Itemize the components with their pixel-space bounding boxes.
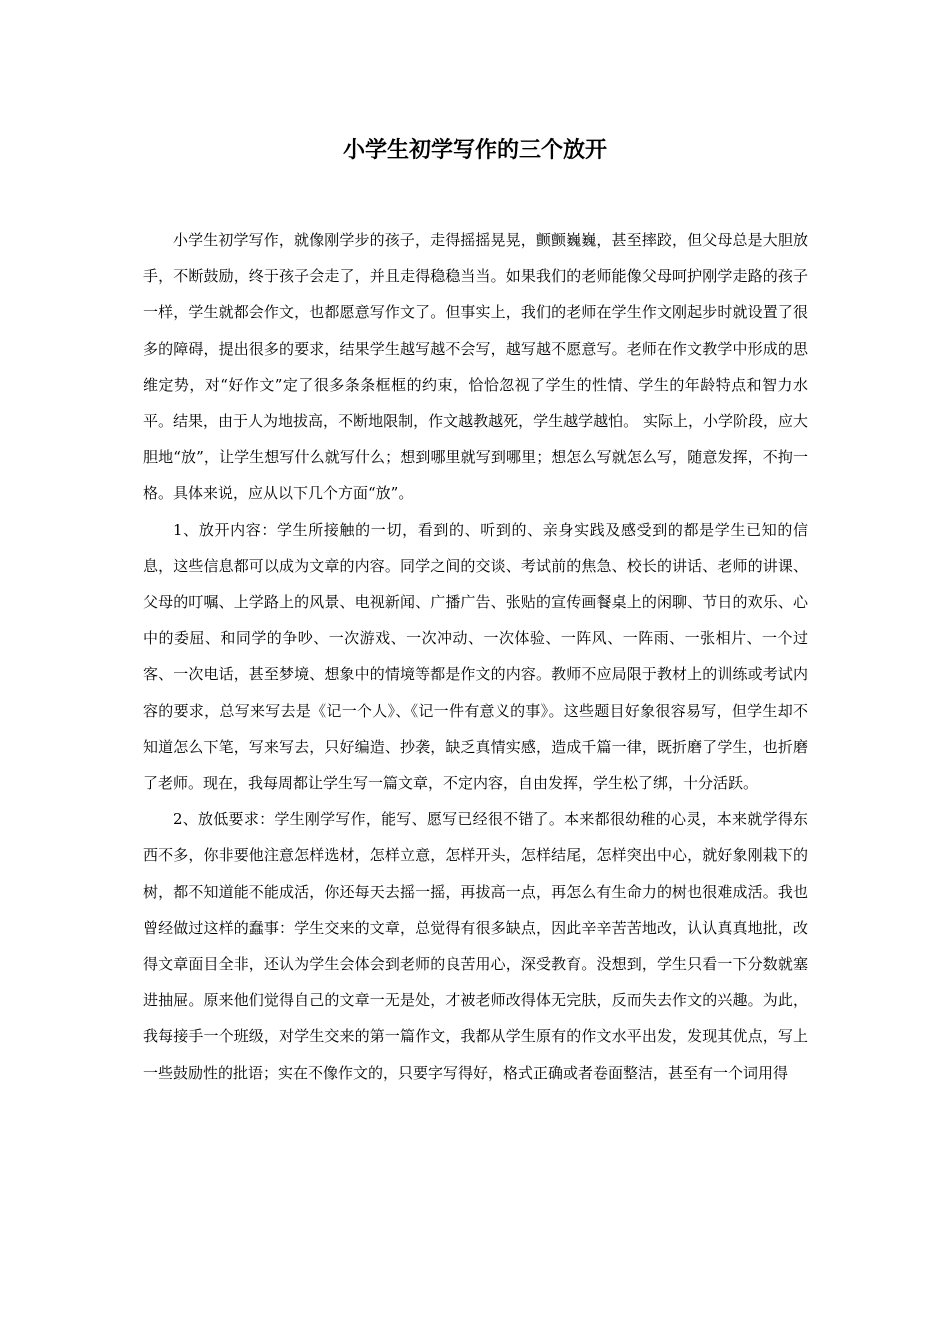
- paragraph-lower-requirements: 2、放低要求：学生刚学写作，能写、愿写已经很不错了。本来都很幼稚的心灵，本来就学得东西不多，你非要他注意怎样选材，怎样立意，怎样开头，怎样结尾，怎样突出中心，就好象刚栽下的树，都不知道能不能成活，你还每天去摇一摇，再拔高一点，再怎么有生命力的树也很难成活。我也曾经做过这样的蠢事：学生交来的文章，总觉得有很多缺点，因此辛辛苦苦地改，认认真真地批，改得文章面目全非，还认为学生会体会到老师的良苦用心，深受教育。没想到，学生只看一下分数就塞进抽屉。原来他们觉得自己的文章一无是处，才被老师改得体无完肤，反而失去作文的兴趣。为此，我每接手一个班级，对学生交来的第一篇作文，我都从学生原有的作文水平出发，发现其优点，写上一些鼓励性的批语；实在不像作文的，只要字写得好，格式正确或者卷面整洁，甚至有一个词用得: [143, 810, 808, 1082]
- paragraph-open-content: 1、放开内容：学生所接触的一切，看到的、听到的、亲身实践及感受到的都是学生已知的信息，这些信息都可以成为文章的内容。同学之间的交谈、考试前的焦急、校长的讲话、老师的讲课、父母的叮嘱、上学路上的风景、电视新闻、广播广告、张贴的宣传画餐桌上的闲聊、节日的欢乐、心中的委屈、和同学的争吵、一次游戏、一次冲动、一次体验、一阵风、一阵雨、一张相片、一个过客、一次电话，甚至梦境、想象中的情境等都是作文的内容。教师不应局限于教材上的训练或考试内容的要求，总写来写去是《记一个人》、《记一件有意义的事》。这些题目好象很容易写，但学生却不知道怎么下笔，写来写去，只好编造、抄袭，缺乏真情实感，造成千篇一律，既折磨了学生，也折磨了老师。现在，我每周都让学生写一篇文章，不定内容，自由发挥，学生松了绑，十分活跃。: [143, 520, 808, 793]
- document-title: 小学生初学写作的三个放开: [342, 137, 607, 163]
- document-body: [143, 222, 808, 1091]
- paragraph-intro: 小学生初学写作，就像刚学步的孩子，走得摇摇晃晃，颤颤巍巍，甚至摔跤，但父母总是大胆放手，不断鼓励，终于孩子会走了，并且走得稳稳当当。如果我们的老师能像父母呵护刚学走路的孩子一样，学生就都会作文，也都愿意写作文了。但事实上，我们的老师在学生作文刚起步时就设置了很多的障碍，提出很多的要求，结果学生越写越不会写，越写越不愿意写。老师在作文教学中形成的思维定势，对“好作文”定了很多条条框框的约束，恰恰忽视了学生的性情、学生的年龄特点和智力水平。结果，由于人为地拔高，不断地限制，作文越教越死，学生越学越怕。 实际上，小学阶段，应大胆地“放”，让学生想写什么就写什么；想到哪里就写到哪里；想怎么写就怎么写，随意发挥，不拘一格。具体来说，应从以下几个方面“放”。: [143, 231, 808, 503]
